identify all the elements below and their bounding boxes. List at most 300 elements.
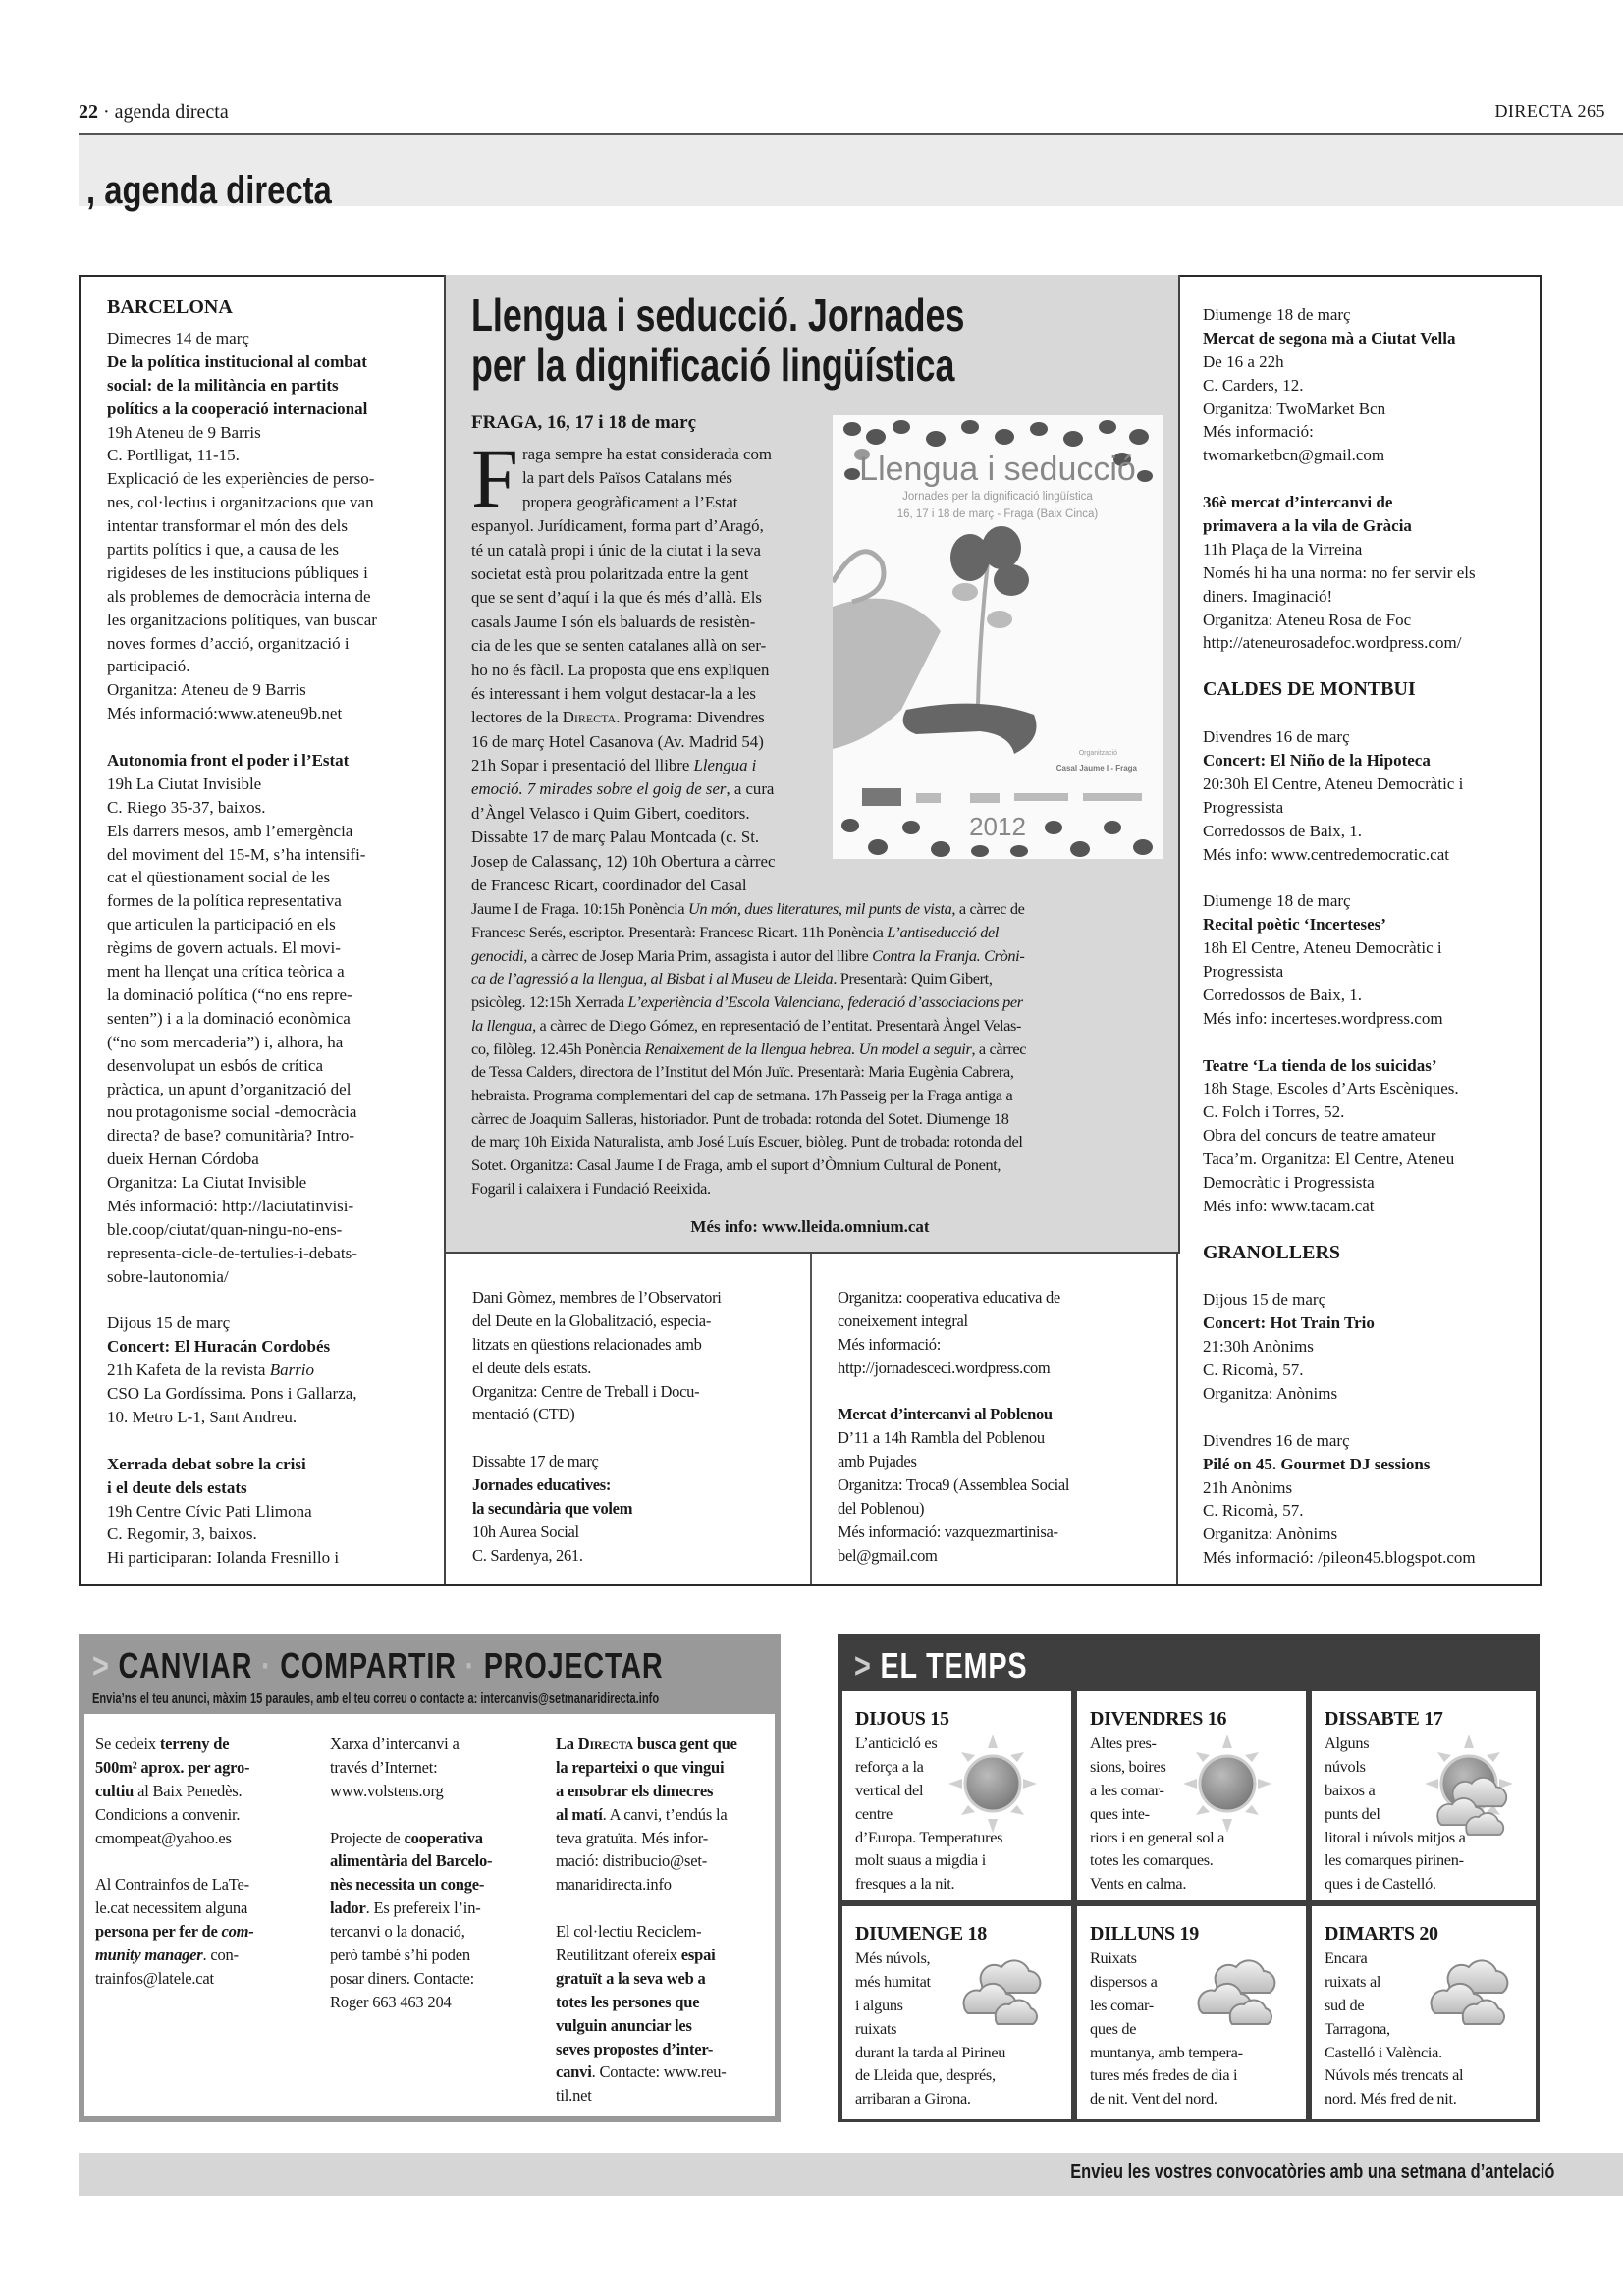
text-line: Diumenge 18 de març — [1203, 891, 1351, 911]
event-title-line — [556, 1756, 737, 1780]
text-line — [471, 921, 1026, 944]
text-line: núvols — [1325, 1756, 1366, 1776]
text-line: 10. Metro L-1, Sant Andreu. — [107, 1407, 298, 1426]
text-line: desenvolupat un esbós de crítica — [107, 1055, 323, 1075]
text-line: Josep de Calassanç, 12) 10h Obertura a càrrec — [471, 851, 776, 871]
text-line: (“no som mercaderia”) i, alhora, ha — [107, 1032, 344, 1051]
text-run: , a càrrec — [971, 1039, 1027, 1058]
text-line: tercanvi o la donació, — [330, 1922, 465, 1942]
text-line: Més informació: /pileon45.blogspot.com — [1203, 1548, 1476, 1568]
weather-title: > EL TEMPS — [854, 1645, 1028, 1685]
text-run: ca de l’agressió a la llengua, al Bisbat i al Museu de Lleida — [471, 969, 834, 988]
text-run: 500m² aprox. per agro- — [95, 1757, 250, 1777]
text-line — [95, 1944, 254, 1967]
text-line: 18h El Centre, Ateneu Democràtic i — [1203, 938, 1442, 958]
text-line: d’Àngel Velasco i Quim Gibert, coeditors. — [471, 803, 750, 823]
text-line: manaridirecta.info — [556, 1875, 672, 1895]
text-run: Xerrada debat sobre la crisi — [107, 1454, 306, 1473]
text-line: CSO La Gordíssima. Pons i Gallarza, — [107, 1384, 357, 1404]
text-run: seves propostes d’inter- — [556, 2039, 714, 2058]
issue-number: DIRECTA 265 — [1494, 101, 1605, 121]
text-run: Teatre ‘La tienda de los suicidas’ — [1203, 1055, 1437, 1075]
text-line: Organitza: Anònims — [1203, 1384, 1338, 1403]
event-title-line — [1203, 749, 1476, 773]
text-line: twomarketbcn@gmail.com — [1203, 446, 1385, 465]
text-line — [556, 2060, 737, 2084]
text-run: gratuït a la seva web a — [556, 1968, 706, 1988]
blank-line — [1203, 866, 1476, 889]
text-line: nou protagonisme social -democràcia — [107, 1102, 357, 1122]
text-line: mentació (CTD) — [472, 1405, 575, 1424]
text-line: centre — [855, 1803, 893, 1823]
text-line: bel@gmail.com — [838, 1545, 938, 1565]
text-line: societat està prou polaritzada entre la gent — [471, 563, 749, 583]
text-line: el deute dels estats. — [472, 1358, 592, 1377]
text-line: Organitza: Troca9 (Assemblea Social — [838, 1475, 1070, 1495]
text-line: Dissabte 17 de març Palau Montcada (c. St. — [471, 828, 760, 847]
text-line — [107, 1359, 377, 1382]
text-run: a ensobrar els dimecres — [556, 1781, 714, 1800]
text-run: , a càrrec de — [951, 899, 1025, 919]
text-run: Mercat de segona mà a Ciutat Vella — [1203, 328, 1456, 347]
blank-line — [95, 1849, 254, 1873]
poster-year: 2012 — [969, 812, 1026, 841]
text-line: Dimecres 14 de març — [107, 329, 249, 347]
text-line — [330, 1896, 492, 1920]
text-line: i alguns — [855, 1995, 903, 2014]
text-line: Sotet. Organitza: Casal Jaume I de Fraga, amb el suport d’Òmnium Cultural de Ponent, — [471, 1154, 1001, 1174]
text-run: 21h Sopar i presentació del llibre — [471, 756, 694, 775]
text-run: La — [556, 1735, 578, 1753]
weather-day-name: DIMARTS 20 — [1325, 1923, 1438, 1945]
event-title-line — [1203, 1453, 1476, 1476]
event-title-line — [330, 1873, 492, 1896]
text-line: és interessant i hem volgut destacar-la a les — [471, 683, 756, 703]
text-line: ruixats — [855, 2018, 897, 2038]
text-line: 19h Centre Cívic Pati Llimona — [107, 1501, 312, 1521]
blank-line — [107, 1429, 377, 1453]
classifieds-column — [330, 1733, 492, 2014]
text-line: trainfos@latele.cat — [95, 1968, 214, 1988]
poster-subtitle: Jornades per la dignificació lingüística — [902, 491, 1093, 503]
text-line: intentar transformar el món des dels — [107, 516, 349, 536]
text-line — [471, 897, 1026, 921]
text-line: Al Contrainfos de LaTe- — [95, 1875, 249, 1895]
text-line: hebraista. Programa complementari del cap de setmana. 17h Passeig per la Fraga antiga a — [471, 1085, 1013, 1104]
text-run: social: de la militància en partits — [107, 375, 339, 395]
text-line: tures més fredes de dia i — [1090, 2065, 1238, 2085]
text-line: Obra del concurs de teatre amateur — [1203, 1126, 1436, 1146]
classifieds-title: > CANVIAR · COMPARTIR · PROJECTAR — [92, 1645, 664, 1685]
text-line: 21h Anònims — [1203, 1477, 1293, 1497]
separator: · — [103, 101, 110, 123]
text-line: ho no és fàcil. La proposta que ens expliquen — [471, 660, 770, 679]
classifieds-column — [95, 1733, 254, 1991]
text-line: té un català propi i únic de la ciutat i la seva — [471, 540, 761, 560]
text-run: Projecte de — [330, 1828, 405, 1847]
cloud-icon — [960, 1946, 1044, 2034]
text-line: rigideses de les institucions públiques i — [107, 562, 368, 582]
text-line: Organitza: Ateneu Rosa de Foc — [1203, 610, 1412, 629]
event-title-line — [556, 1967, 737, 1991]
poster-illustration — [833, 415, 1163, 859]
article-body-wide — [471, 897, 1026, 1200]
classifieds-column — [556, 1733, 737, 2108]
text-line: vertical del — [855, 1780, 924, 1799]
event-title-line — [1203, 913, 1476, 936]
city-heading: GRANOLLERS — [1203, 1241, 1341, 1263]
text-line: baixos a — [1325, 1780, 1376, 1799]
sun-icon — [948, 1735, 1037, 1833]
text-run: Francesc Serés, escriptor. Presentarà: Francesc Ricart. 11h Ponència — [471, 923, 888, 942]
text-line: que se sent d’aquí i la que és més d’allà. Els — [471, 588, 762, 608]
text-run: . Es prefereix l’in- — [365, 1898, 481, 1918]
section-name: agenda directa — [114, 101, 229, 123]
text-run: lador — [330, 1898, 366, 1918]
text-run: alimentària del Barcelo- — [330, 1851, 493, 1871]
weather-day-name: DIUMENGE 18 — [855, 1923, 987, 1945]
text-run: . Presentarà: Quim Gibert, — [833, 969, 993, 988]
text-line: dispersos a — [1090, 1971, 1158, 1991]
text-line: ques i de Castelló. — [1325, 1874, 1436, 1894]
text-run: Autonomia front el poder i l’Estat — [107, 751, 350, 771]
text-run: cooperativa — [404, 1828, 483, 1847]
text-line: Organitza: Anònims — [1203, 1524, 1338, 1544]
text-line: Organitza: Ateneu de 9 Barris — [107, 680, 306, 700]
text-line: ble.coop/ciutat/quan-ningu-no-ens- — [107, 1219, 343, 1239]
text-line: Més info: www.tacam.cat — [1203, 1196, 1375, 1215]
text-run: espai — [680, 1946, 716, 1965]
event-title-line — [1203, 514, 1476, 538]
text-line: http://ateneurosadefoc.wordpress.com/ — [1203, 633, 1462, 653]
text-run: Pilé on 45. Gourmet DJ sessions — [1203, 1454, 1431, 1473]
text-line: C. Carders, 12. — [1203, 375, 1304, 395]
text-run: Se cedeix — [95, 1735, 160, 1753]
text-line: C. Regomir, 3, baixos. — [107, 1524, 257, 1544]
text-run: primavera a la vila de Gràcia — [1203, 516, 1412, 536]
blank-line — [107, 1289, 377, 1312]
agenda-column-right — [1203, 303, 1476, 1570]
text-line: nes, col·lectius i organitzacions que van — [107, 493, 374, 512]
text-line: http://jornadesceci.wordpress.com — [838, 1358, 1051, 1377]
text-line: Més informació: — [838, 1334, 942, 1354]
event-title-line — [1203, 1054, 1476, 1078]
text-run: De la política institucional al combat — [107, 351, 367, 371]
text-line: participació. — [107, 657, 190, 676]
text-run: busca gent que — [633, 1735, 737, 1753]
event-title-line — [107, 398, 377, 421]
text-line: Taca’m. Organitza: El Centre, Ateneu — [1203, 1149, 1455, 1169]
blank-line — [1203, 1406, 1476, 1429]
text-line: cia de les que se senten catalanes allà on ser- — [471, 636, 767, 656]
sun-icon — [1183, 1735, 1271, 1833]
text-line: Ruixats — [1090, 1949, 1137, 1967]
text-line: Roger 663 463 204 — [330, 1992, 452, 2011]
text-line — [471, 967, 1026, 990]
text-line: 10h Aurea Social — [472, 1522, 579, 1541]
column-divider — [1176, 1254, 1178, 1584]
event-title-line — [472, 1473, 722, 1497]
text-line: muntanya, amb tempera- — [1090, 2042, 1243, 2061]
city-heading: BARCELONA — [107, 296, 233, 318]
text-run: , a càrrec de Josep Maria Prim, assagista i autor del llibre — [523, 945, 873, 965]
text-line — [471, 944, 1026, 968]
text-line: Condicions a convenir. — [95, 1804, 241, 1824]
event-title-line — [95, 1756, 254, 1780]
text-line — [471, 990, 1026, 1014]
text-line: nord. Més fred de nit. — [1325, 2089, 1457, 2109]
poster-dates: 16, 17 i 18 de març - Fraga (Baix Cinca) — [896, 508, 1099, 520]
text-line: 19h Ateneu de 9 Barris — [107, 422, 261, 442]
text-line: Dijous 15 de març — [107, 1313, 231, 1333]
text-run: polítics a la cooperació internacional — [107, 399, 368, 418]
text-run: Un món, dues literatures, mil punts de vista — [687, 899, 952, 919]
text-line: Progressista — [1203, 961, 1284, 981]
text-line: arribaran a Girona. — [855, 2089, 971, 2109]
text-line: als problemes de democràcia interna de — [107, 586, 371, 606]
text-line: Divendres 16 de març — [1203, 727, 1350, 747]
text-line: cat el qüestionament social de les — [107, 868, 331, 887]
text-line: més humitat — [855, 1971, 931, 1991]
agenda-column-center-left — [472, 1286, 722, 1568]
blank-line — [556, 1896, 737, 1920]
text-line — [556, 1803, 737, 1827]
text-line: 21:30h Anònims — [1203, 1337, 1314, 1357]
page-number: 22 — [79, 101, 98, 123]
text-run: Directa — [562, 708, 617, 727]
event-title-line — [556, 2014, 737, 2038]
text-line: 16 de març Hotel Casanova (Av. Madrid 54) — [471, 731, 764, 751]
text-line: Més info: www.centredemocratic.cat — [1203, 844, 1449, 864]
text-line: Més info: incerteses.wordpress.com — [1203, 1008, 1443, 1028]
text-line: Fogaril i calaixera i Fundació Reeixida. — [471, 1178, 711, 1198]
text-run: , a càrrec de Diego Gómez, en representació de l’entitat. Presentarà Àngel Velas- — [532, 1015, 1022, 1035]
text-line: Núvols més trencats al — [1325, 2065, 1464, 2085]
text-line: directa? de base? comunitària? Intro- — [107, 1126, 355, 1146]
text-line — [95, 1780, 254, 1803]
text-run: la reparteixi o que vingui — [556, 1757, 725, 1777]
text-run: . Programa: Divendres — [616, 708, 765, 727]
text-run: Renaixement de la llengua hebrea. Un model a seguir — [644, 1039, 972, 1058]
text-run: L’experiència d’Escola Valenciana, federació d’associacions per — [627, 992, 1023, 1012]
text-line: Dissabte 17 de març — [472, 1452, 599, 1471]
text-line: la part dels Països Catalans més — [522, 468, 732, 488]
text-line: pràctica, un apunt d’organització del — [107, 1079, 352, 1098]
text-line: Més informació: — [1203, 422, 1314, 442]
text-run: Jaume I de Fraga. 10:15h Ponència — [471, 899, 688, 919]
weather-day-card — [1312, 1906, 1536, 2119]
text-line — [471, 1038, 1026, 1061]
agenda-column-center-right — [838, 1286, 1069, 1568]
event-title-line — [1203, 491, 1476, 514]
text-line — [330, 1827, 492, 1850]
text-line: règims de govern actuals. El movi- — [107, 938, 341, 958]
text-line: litoral i núvols mitjos a — [1325, 1827, 1466, 1846]
text-run: . Contacte: www.reu- — [591, 2062, 727, 2082]
text-run: psicòleg. 12:15h Xerrada — [471, 992, 628, 1012]
text-line: www.volstens.org — [330, 1781, 444, 1800]
text-line: C. Ricomà, 57. — [1203, 1361, 1304, 1380]
text-line: a les comar- — [1090, 1780, 1164, 1799]
text-line: noves formes d’acció, organització i — [107, 633, 350, 653]
text-line: molt suaus a migdia i — [855, 1850, 986, 1870]
text-line: L’anticicló es — [855, 1734, 938, 1752]
text-run: la llengua — [471, 1015, 533, 1035]
weather-day-card — [842, 1691, 1071, 1900]
text-line: amb Pujades — [838, 1452, 917, 1471]
text-line — [471, 1014, 1026, 1038]
text-run: Llengua i — [693, 756, 757, 775]
text-line: ment ha llençat una crítica teòrica a — [107, 962, 345, 982]
weather-day-card — [1077, 1906, 1306, 2119]
text-line: C. Sardenya, 261. — [472, 1545, 583, 1565]
text-line: ques de — [1090, 2018, 1137, 2038]
text-line: Més informació: vazquezmartinisa- — [838, 1522, 1058, 1541]
text-run: . con- — [202, 1946, 239, 1965]
text-line: Corredossos de Baix, 1. — [1203, 985, 1362, 1004]
text-run: 21h Kafeta de la revista — [107, 1361, 270, 1380]
text-run: Reutilitzant ofereix — [556, 1946, 681, 1965]
text-run: genocidi — [471, 945, 524, 965]
text-line: càrrec de Joaquim Salleras, historiador. Punt de trobada: rotonda del Sotet. Diumenge 18 — [471, 1108, 1009, 1128]
text-run: 36è mercat d’intercanvi de — [1203, 493, 1393, 512]
text-line: De 16 a 22h — [1203, 351, 1284, 371]
text-line: d’Europa. Temperatures — [855, 1827, 1003, 1846]
text-line: casals Jaume I són els baluards de resistèn- — [471, 612, 756, 631]
event-title-line — [330, 1849, 492, 1873]
text-run: Barrio — [269, 1361, 315, 1380]
text-line: sobre-lautonomia/ — [107, 1266, 229, 1286]
agenda-column-left — [107, 294, 377, 1570]
text-line: de nit. Vent del nord. — [1090, 2089, 1217, 2109]
event-title-line — [107, 749, 377, 773]
column-divider — [810, 1254, 812, 1584]
text-line: D’11 a 14h Rambla del Poblenou — [838, 1428, 1045, 1448]
text-run: lectores de la — [471, 708, 563, 727]
text-line: Tarragona, — [1325, 2018, 1390, 2038]
blank-line — [330, 1803, 492, 1827]
event-title-line — [107, 1453, 377, 1476]
text-run: Contra la Franja. Cròni- — [872, 945, 1025, 965]
text-run: canvi — [556, 2062, 592, 2082]
text-line: Divendres 16 de març — [1203, 1430, 1350, 1450]
text-line: de Lleida que, després, — [855, 2065, 996, 2085]
footer-notice: Envieu les vostres convocatòries amb una setmana d’antelació — [1069, 2162, 1554, 2183]
text-line: Més informació:www.ateneu9b.net — [107, 704, 343, 723]
weather-day-name: DIJOUS 15 — [855, 1708, 949, 1730]
text-line: Xarxa d’intercanvi a — [330, 1735, 460, 1753]
text-line: 18h Stage, Escoles d’Arts Escèniques. — [1203, 1079, 1459, 1098]
text-run: Directa — [577, 1735, 634, 1753]
text-line: sions, boires — [1090, 1756, 1166, 1776]
text-line: espanyol. Jurídicament, forma part d’Aragó, — [471, 516, 764, 536]
text-run: terreny de — [159, 1735, 230, 1753]
blank-line — [1203, 1031, 1476, 1054]
text-line: ruixats al — [1325, 1971, 1381, 1991]
article-more-info: Més info: www.lleida.omnium.cat — [690, 1217, 930, 1236]
blank-line — [107, 725, 377, 749]
text-line: riors i en general sol a — [1090, 1827, 1225, 1846]
section-title: , agenda directa — [86, 169, 332, 212]
event-title-line — [107, 374, 377, 398]
text-line: 20:30h El Centre, Ateneu Democràtic i — [1203, 774, 1464, 793]
text-run: cultiu — [95, 1781, 135, 1800]
text-run: L’antiseducció del — [887, 923, 1000, 942]
text-line: representa-cicle-de-tertulies-i-debats- — [107, 1243, 357, 1262]
text-line: dueix Hernan Córdoba — [107, 1149, 259, 1169]
text-run: , a cura — [726, 779, 775, 799]
cloud-icon — [1428, 1946, 1511, 2034]
text-run: . A canvi, t’endús la — [602, 1804, 728, 1824]
text-line: de Tessa Calders, directora de l’Institut del Món Juïc. Presentarà: Maria Eugènia Cabrera, — [471, 1062, 1014, 1082]
text-line: mació: distribucio@set- — [556, 1851, 708, 1871]
text-run: Recital poètic ‘Incerteses’ — [1203, 915, 1386, 934]
weather-day-name: DILLUNS 19 — [1090, 1923, 1199, 1945]
cloud-icon — [1195, 1946, 1278, 2034]
text-line: Vents en calma. — [1090, 1874, 1187, 1894]
text-line: le.cat necessitem alguna — [95, 1898, 248, 1918]
text-run: co, filòleg. 12.45h Ponència — [471, 1039, 645, 1058]
text-line: C. Folch i Torres, 52. — [1203, 1102, 1345, 1122]
text-line — [95, 1733, 254, 1756]
blank-line — [472, 1426, 722, 1450]
text-line: sud de — [1325, 1995, 1365, 2014]
text-run: i el deute dels estats — [107, 1477, 247, 1497]
text-line: Encara — [1325, 1949, 1368, 1967]
text-line: Organitza: TwoMarket Bcn — [1203, 399, 1386, 418]
text-line: les comarques pirinen- — [1325, 1850, 1464, 1870]
text-line: del Deute en la Globalització, especia- — [472, 1310, 712, 1330]
text-run: emoció. 7 mirades sobre el goig de ser — [471, 779, 727, 799]
text-line: les comar- — [1090, 1995, 1154, 2014]
poster-title: Llengua i seducció — [859, 451, 1136, 488]
text-line: del moviment del 15-M, s’ha intensifi- — [107, 844, 366, 864]
text-line: Corredossos de Baix, 1. — [1203, 821, 1362, 840]
text-line: diners. Imaginació! — [1203, 586, 1333, 606]
text-line — [95, 1920, 254, 1944]
text-line: Explicació de les experiències de perso- — [107, 469, 375, 489]
text-run: totes les persones que — [556, 1992, 700, 2011]
text-line: Alguns — [1325, 1734, 1370, 1752]
text-line: Progressista — [1203, 797, 1284, 817]
text-line: Altes pres- — [1090, 1734, 1157, 1752]
text-line: que articulen la participació en els — [107, 915, 336, 934]
event-title-line — [1203, 1311, 1476, 1335]
event-title-line — [107, 1476, 377, 1500]
text-line: til.net — [556, 2086, 592, 2106]
text-line: raga sempre ha estat considerada com — [522, 445, 772, 463]
poster-organizer-label: Organització — [1078, 750, 1117, 757]
text-run: Mercat d’intercanvi al Poblenou — [838, 1405, 1053, 1424]
text-line: Diumenge 18 de març — [1203, 305, 1351, 324]
blank-line — [838, 1380, 1069, 1404]
text-line: la dominació política (“no ens repre- — [107, 985, 352, 1004]
text-line: senten”) i a la dominació econòmica — [107, 1008, 351, 1028]
event-title-line — [556, 2038, 737, 2061]
column-divider — [444, 1254, 446, 1584]
text-line: del Poblenou) — [838, 1499, 925, 1519]
text-run: munity manager — [95, 1946, 203, 1965]
text-line: de març 10h Eixida Naturalista, amb José Luís Escuer, biòleg. Punt de trobada: rotonda del — [471, 1132, 1023, 1151]
city-heading: CALDES DE MONTBUI — [1203, 678, 1416, 701]
text-line: 11h Plaça de la Virreina — [1203, 539, 1363, 559]
event-title-line — [556, 1991, 737, 2014]
text-line: litzats en qüestions relacionades amb — [472, 1334, 702, 1354]
text-line: reforça a la — [855, 1756, 924, 1776]
event-title-line — [107, 1335, 377, 1359]
weather-day-card — [842, 1906, 1071, 2119]
weather-day-card — [1312, 1691, 1536, 1900]
